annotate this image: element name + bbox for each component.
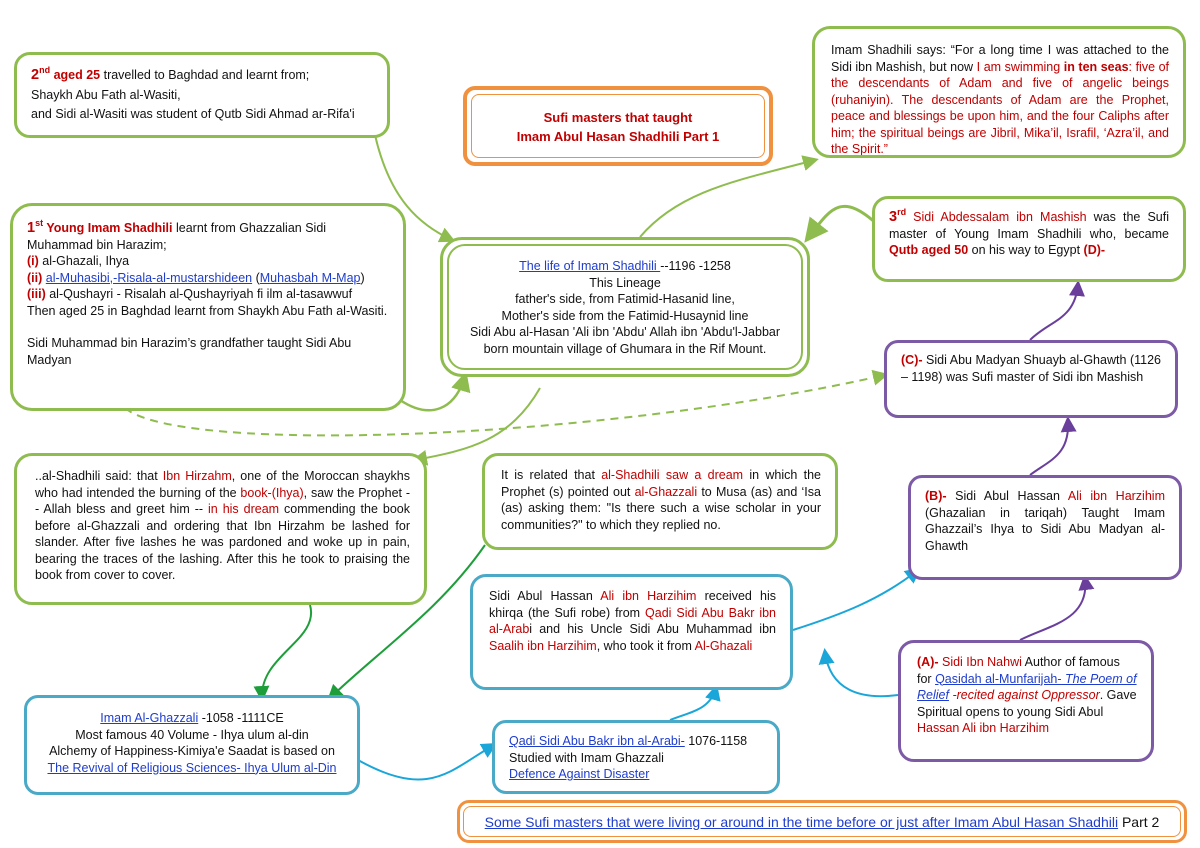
- arrow-1st-to-center: [400, 376, 465, 410]
- center-line-2: father's side, from Fatimid-Hasanid line,: [515, 292, 735, 306]
- paren-open: (: [252, 270, 260, 285]
- third-text-1: was the Sufi master of Young Imam Shadhili who, became: [889, 210, 1169, 241]
- khirqa-red-4: Al-Ghazali: [694, 638, 753, 653]
- second-teacher-box: [14, 52, 390, 138]
- first-text-1: learnt from Ghazzalian Sidi Muhammad bin Harazim;: [27, 221, 327, 252]
- khirqa-box: [470, 574, 793, 690]
- arrow-a-to-b: [1020, 578, 1085, 640]
- b-text-1: Sidi Abul Hassan: [946, 489, 1068, 503]
- defence-against-disaster-link[interactable]: Defence Against Disaster: [509, 767, 650, 781]
- b-text-2: (Ghazalian in tariqah) Taught Imam Ghazzail’s Ihya to Sidi Abu Madyan al-Ghawth: [925, 505, 1165, 553]
- ghazzali-box: [24, 695, 360, 795]
- item-i-label: (i): [27, 254, 39, 268]
- khirqa-text-2: received his khirqa (the Sufi robe) from: [489, 589, 776, 620]
- arrow-ghazzali-to-qadi: [358, 745, 494, 779]
- arrow-qadi-to-khirqa: [670, 688, 716, 720]
- title-line-1: Sufi masters that taught: [543, 110, 693, 125]
- item-ii-label: (ii): [27, 270, 43, 285]
- dream-text-1: It is related that: [501, 468, 602, 482]
- item-i-text: al-Ghazali, Ihya: [38, 254, 130, 268]
- hirzahm-red-2: book-(Ihya): [240, 485, 304, 500]
- first-text-3: Sidi Muhammad bin Harazim’s grandfather taught Sidi Abu Madyan: [27, 336, 352, 367]
- second-text-3: and Sidi al-Wasiti was student of Qutb Sidi Ahmad ar-Rifa'i: [31, 107, 355, 121]
- qadi-box: [492, 720, 780, 794]
- third-teacher-box: [872, 196, 1186, 282]
- qadi-ibn-arabi-link[interactable]: Qadi Sidi Abu Bakr ibn al-Arabi-: [509, 734, 685, 748]
- paren-close: ): [360, 270, 365, 285]
- khirqa-text-3: i and his Uncle Sidi Abu Muhammad ibn: [529, 622, 776, 636]
- dream-red-1: al-Shadhili saw a dream: [601, 468, 744, 482]
- a-recited: -recited against Oppressor: [948, 688, 1100, 702]
- imam-ghazzali-link[interactable]: Imam Al-Ghazzali: [100, 711, 199, 725]
- khirqa-red-3: Saalih ibn Harzihim: [489, 638, 597, 653]
- title-box: [463, 86, 773, 166]
- first-young: Young Imam Shadhili: [43, 221, 173, 235]
- qadi-dates: 1076-1158: [684, 734, 748, 748]
- second-aged: aged 25: [53, 68, 101, 82]
- hirzahm-text-1: ..al-Shadhili said: that: [35, 469, 163, 483]
- arrow-hirzahm-to-ghazzali: [262, 605, 311, 698]
- khirqa-red-1: Ali ibn Harzihim: [600, 589, 697, 603]
- part2-box: [457, 800, 1187, 843]
- khirqa-red-2: Qadi Sidi Abu Bakr ibn al-Arab: [489, 605, 776, 636]
- poem-of-relief-link[interactable]: The Poem of Relief: [917, 671, 1137, 702]
- second-number: 2nd: [31, 65, 51, 83]
- hirzahm-box: [14, 453, 427, 605]
- quote-red-1: I am swimming: [976, 59, 1064, 74]
- second-text-1: travelled to Baghdad and learnt from;: [100, 68, 310, 82]
- arrow-center-to-hirzahm: [415, 388, 540, 460]
- center-line-5: born mountain village of Ghumara in the Rif Mount.: [483, 341, 767, 356]
- muhasbah-map-link[interactable]: Muhasbah M-Map: [259, 270, 361, 285]
- khirqa-text-4: , who took it from: [596, 638, 695, 653]
- qadi-line-1: Studied with Imam Ghazzali: [509, 750, 664, 765]
- hirzahm-red-3: in his dream: [208, 502, 280, 516]
- life-of-shadhili-link[interactable]: The life of Imam Shadhili: [519, 259, 661, 273]
- a-box: [898, 640, 1154, 762]
- hirzahm-text-3: , saw the Prophet -- Allah bless and greet him --: [35, 485, 410, 516]
- center-line-1: This Lineage: [589, 275, 661, 290]
- first-text-2: Then aged 25 in Baghdad learnt from Shaykh Abu Fath al-Wasiti.: [27, 303, 388, 318]
- quote-text-1: Imam Shadhili says: “For a long time I was attached to the Sidi ibn Mashish, but now: [831, 43, 1169, 74]
- ghazzali-line-2: Alchemy of Happiness-Kimiya'e Saadat is based on: [49, 744, 335, 758]
- center-line-4: Sidi Abu al-Hasan 'Ali ibn 'Abdu' Allah ibn 'Abdu'l-Jabbar: [469, 325, 781, 339]
- arrow-third-to-center: [808, 206, 878, 238]
- qasidah-link[interactable]: Qasidah al-Munfarijah-: [935, 671, 1062, 686]
- center-box: [440, 237, 810, 377]
- third-name: Sidi Abdessalam ibn Mashish: [906, 210, 1087, 224]
- hirzahm-red-1: Ibn Hirzahm: [162, 469, 232, 483]
- label-d: (D)-: [1083, 243, 1106, 257]
- ghazzali-line-1: Most famous 40 Volume - Ihya ulum al-din: [75, 727, 309, 742]
- c-text: Sidi Abu Madyan Shuayb al-Ghawth (1126 – 1198) was Sufi master of Sidi ibn Mashish: [901, 353, 1161, 384]
- dream-text-2: in which the Prophet (s) pointed out: [501, 468, 821, 499]
- a-text-1: Author of famous for: [917, 655, 1120, 686]
- a-hassan: Hassan Ali ibn Harzihim: [917, 721, 1049, 735]
- dream-box: [482, 453, 838, 550]
- b-box: [908, 475, 1182, 580]
- arrow-center-to-quote: [640, 160, 815, 237]
- label-a: (A)-: [917, 655, 939, 669]
- title-line-2: Imam Abul Hasan Shadhili Part 1: [516, 129, 720, 144]
- first-teacher-box: [10, 203, 406, 411]
- ghazzali-dates: -1058 -1111CE: [198, 711, 284, 725]
- dream-red-2: al-Ghazzali: [634, 484, 698, 499]
- hirzahm-text-4: commending the book before al-Ghazzali and ordering that Ibn Hirzahm be lashed for slander. After five lashes he was pardoned and woke up in pain, bearing the traces of the lashing. After this he took to praising the book from cover to cover.: [35, 502, 410, 582]
- third-number: 3rd: [889, 207, 907, 225]
- arrow-khirqa-to-b: [793, 570, 918, 630]
- quote-box: [812, 26, 1186, 158]
- shadhili-dates: --1196 -1258: [660, 259, 731, 273]
- quote-bold: in ten seas: [1063, 59, 1129, 74]
- a-name: Sidi Ibn Nahwi: [938, 655, 1022, 669]
- c-box: [884, 340, 1178, 418]
- a-text-2: . Gave Spiritual opens to young Sidi Abul: [917, 688, 1137, 719]
- quote-red-2: : five of the descendants of Adam and five of angelic beings (ruhaniyin). The descendants of Adam are the Prophet, peace and blessings be upon him, and the four Caliphs after him; the spiritual beings are Jibril, Mika’il, Israfil, ‘Azra’il, and the Spirit.”: [831, 59, 1169, 156]
- arrow-a-to-khirqa: [825, 652, 898, 696]
- part2-text: Part 2: [1118, 814, 1160, 830]
- muhasibi-link[interactable]: al-Muhasibi,-Risala-al-mustarshideen: [45, 270, 253, 285]
- b-name: Ali ibn Harzihim: [1067, 489, 1165, 503]
- item-iii-label: (iii): [27, 287, 46, 301]
- center-line-3: Mother's side from the Fatimid-Husaynid line: [501, 308, 749, 323]
- hirzahm-text-2: , one of the Moroccan shaykhs who had intended the burning of the: [35, 469, 410, 500]
- first-number: 1st: [27, 218, 44, 236]
- khirqa-text-1: Sidi Abul Hassan: [489, 589, 601, 603]
- third-text-2: on his way to Egypt: [968, 243, 1084, 257]
- label-c: (C)-: [901, 353, 923, 367]
- label-b: (B)-: [925, 489, 947, 503]
- revival-religious-sciences-link[interactable]: The Revival of Religious Sciences- Ihya Ulum al-Din: [47, 760, 337, 775]
- arrow-c-to-third: [1030, 284, 1078, 340]
- arrow-b-to-c: [1030, 420, 1068, 475]
- third-qutb: Qutb aged 50: [889, 243, 969, 257]
- part2-link[interactable]: Some Sufi masters that were living or around in the time before or just after Imam Abul Hasan Shadhili: [484, 814, 1119, 830]
- item-iii-text: al-Qushayri - Risalah al-Qushayriyah fi ilm al-tasawwuf: [45, 287, 353, 301]
- second-text-2: Shaykh Abu Fath al-Wasiti,: [31, 87, 181, 102]
- dream-text-3: to Musa (as) and ‘Isa (as) asking them: "Is there such a wise scholar in your communities?" to which they replied no.: [501, 484, 821, 532]
